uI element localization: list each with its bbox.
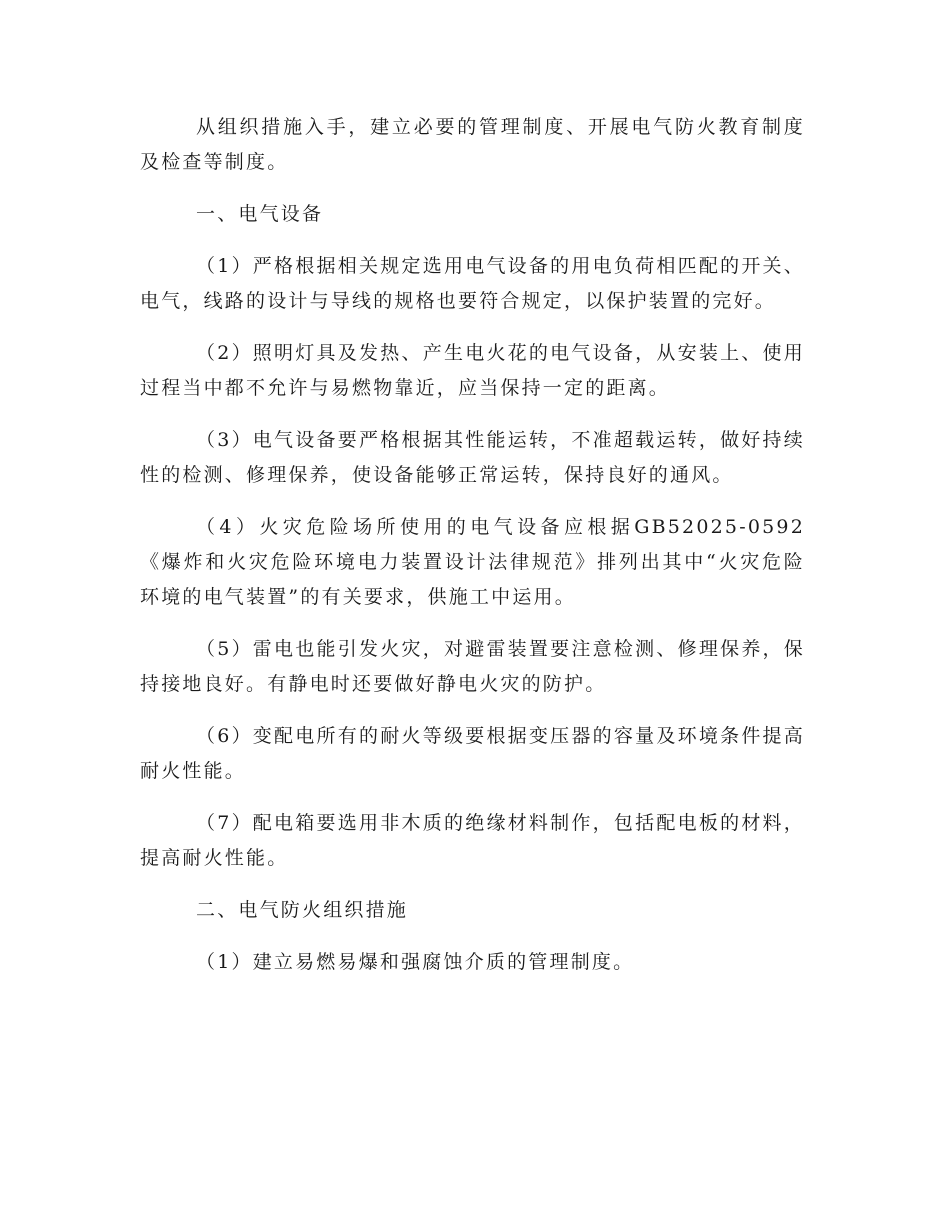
paragraph-spacer xyxy=(140,180,805,197)
paragraph-spacer xyxy=(140,232,805,249)
list-item-1: （1）严格根据相关规定选用电气设备的用电负荷相匹配的开关、电气，线路的设计与导线的规格也要符合规定，以保护装置的完好。 xyxy=(140,255,805,312)
intro-paragraph: 从组织措施入手，建立必要的管理制度、开展电气防火教育制度及检查等制度。 xyxy=(140,116,805,173)
paragraph-spacer xyxy=(140,876,805,893)
document-body xyxy=(140,110,805,980)
paragraph-spacer xyxy=(140,615,805,632)
paragraph-spacer xyxy=(140,928,805,945)
section-heading-fire-prevention: 二、电气防火组织措施 xyxy=(196,899,409,921)
paragraph-spacer xyxy=(140,789,805,806)
list-item-7: （7）配电箱要选用非木质的绝缘材料制作，包括配电板的材料，提高耐火性能。 xyxy=(140,812,805,869)
list-item-5: （5）雷电也能引发火灾，对避雷装置要注意检测、修理保养，保持接地良好。有静电时还要做好静电火灾的防护。 xyxy=(140,638,805,695)
paragraph-spacer xyxy=(140,319,805,336)
section-heading-electrical-equipment: 一、电气设备 xyxy=(196,203,324,225)
list-item-2: （2）照明灯具及发热、产生电火花的电气设备，从安装上、使用过程当中都不允许与易燃物靠近，应当保持一定的距离。 xyxy=(140,342,805,399)
paragraph-spacer xyxy=(140,493,805,510)
list-item-fire-1: （1）建立易燃易爆和强腐蚀介质的管理制度。 xyxy=(196,951,635,973)
paragraph-spacer xyxy=(140,702,805,719)
list-item-3: （3）电气设备要严格根据其性能运转，不准超载运转，做好持续性的检测、修理保养，使设备能够正常运转，保持良好的通风。 xyxy=(140,429,805,486)
list-item-4: （4）火灾危险场所使用的电气设备应根据GB52025-0592《爆炸和火灾危险环境电力装置设计法律规范》排列出其中“火灾危险环境的电气装置”的有关要求，供施工中运用。 xyxy=(140,516,805,608)
paragraph-spacer xyxy=(140,406,805,423)
list-item-6: （6）变配电所有的耐火等级要根据变压器的容量及环境条件提高耐火性能。 xyxy=(140,725,805,782)
